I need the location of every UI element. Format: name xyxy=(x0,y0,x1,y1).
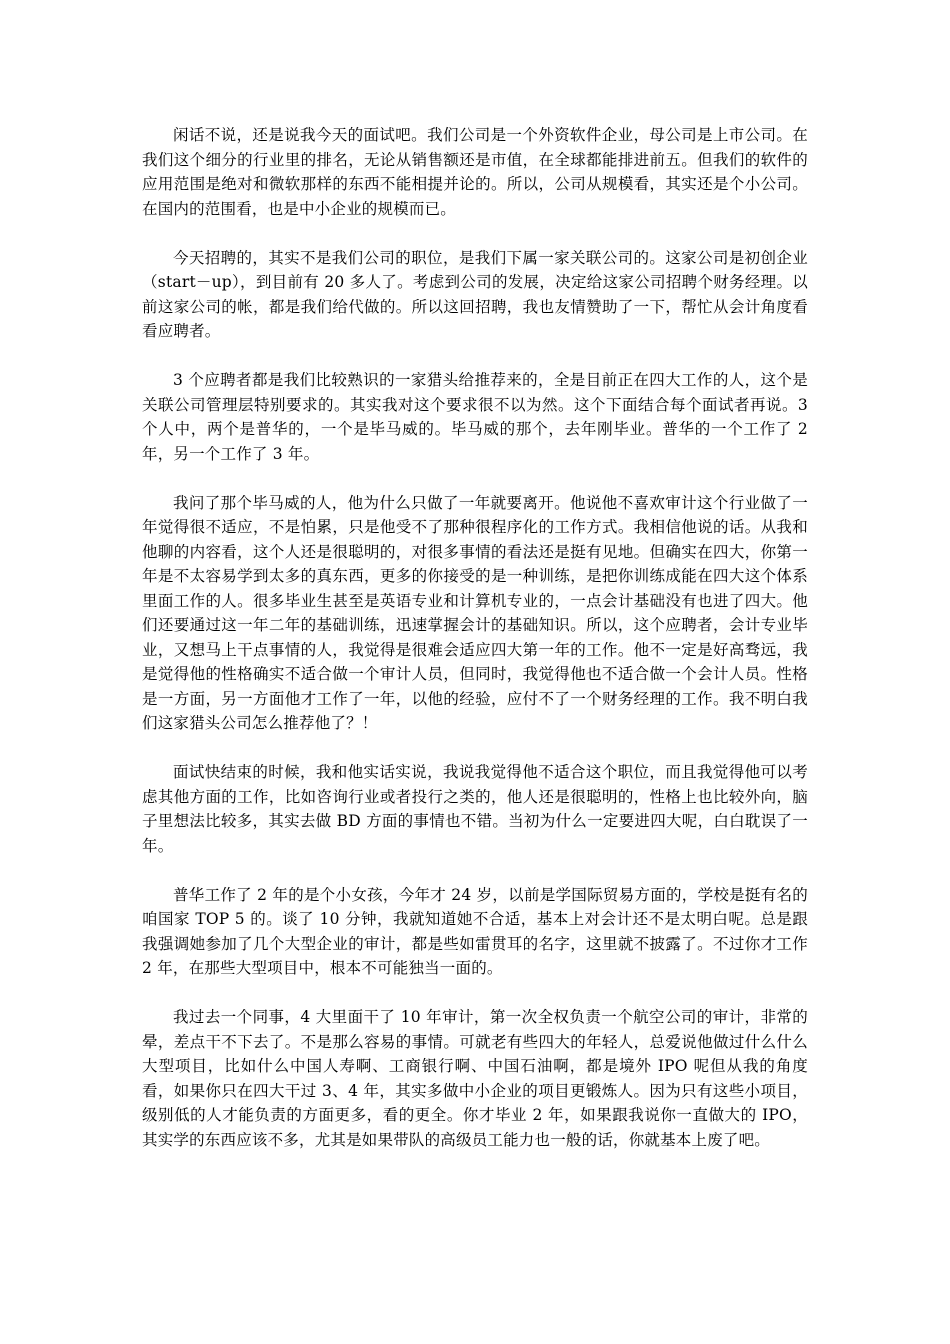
paragraph-kpmg-candidate: 我问了那个毕马威的人，他为什么只做了一年就要离开。他说他不喜欢审计这个行业做了一年觉得很不适应，不是怕累，只是他受不了那种很程序化的工作方式。我相信他说的话。从我和他聊的内容看，这个人还是很聪明的，对很多事情的看法还是挺有见地。但确实在四大，你第一年是不太容易学到太多的真东西，更多的你接受的是一种训练，是把你训练成能在四大这个体系里面工作的人。很多毕业生甚至是英语专业和计算机专业的，一点会计基础没有也进了四大。他们还要通过这一年二年的基础训练，迅速掌握会计的基础知识。所以，这个应聘者，会计专业毕业，又想马上干点事情的人，我觉得是很难会适应四大第一年的工作。他不一定是好高骛远，我是觉得他的性格确实不适合做一个审计人员，但同时，我觉得他也不适合做一个会计人员。性格是一方面，另一方面他才工作了一年，以他的经验，应付不了一个财务经理的工作。我不明白我们这家猎头公司怎么推荐他了？！ xyxy=(142,493,808,732)
paragraph-hiring-context: 今天招聘的，其实不是我们公司的职位，是我们下属一家关联公司的。这家公司是初创企业（start－up），到目前有 20 多人了。考虑到公司的发展，决定给这家公司招聘个财务经理。以前这家公司的帐，都是我们给代做的。所以这回招聘，我也友情赞助了一下，帮忙从会计角度看看应聘者。 xyxy=(142,248,808,340)
paragraph-former-colleague: 我过去一个同事，4 大里面干了 10 年审计，第一次全权负责一个航空公司的审计，非常的晕，差点干不下去了。不是那么容易的事情。可就老有些四大的年轻人，总爱说他做过什么什么大型项目，比如什么中国人寿啊、工商银行啊、中国石油啊，都是境外 IPO 呢但从我的角度看，如果你只在四大干过 3、4 年，其实多做中小企业的项目更锻炼人。因为只有这些小项目，级别低的人才能负责的方面更多，看的更全。你才毕业 2 年，如果跟我说你一直做大的 IPO，其实学的东西应该不多，尤其是如果带队的高级员工能力也一般的话，你就基本上废了吧。 xyxy=(142,1008,808,1149)
paragraph-interview-conclusion: 面试快结束的时候，我和他实话实说，我说我觉得他不适合这个职位，而且我觉得他可以考虑其他方面的工作，比如咨询行业或者投行之类的，他人还是很聪明的，性格上也比较外向，脑子里想法比较多，其实去做 BD 方面的事情也不错。当初为什么一定要进四大呢，白白耽误了一年。 xyxy=(142,763,808,855)
paragraph-pwc-candidate: 普华工作了 2 年的是个小女孩，今年才 24 岁，以前是学国际贸易方面的，学校是挺有名的咱国家 TOP 5 的。谈了 10 分钟，我就知道她不合适，基本上对会计还不是太明白呢。总是跟我强调她参加了几个大型企业的审计，都是些如雷贯耳的名字，这里就不披露了。不过你才工作 2 年，在那些大型项目中，根本不可能独当一面的。 xyxy=(142,885,808,977)
document-body xyxy=(142,123,808,1177)
paragraph-candidates-overview: 3 个应聘者都是我们比较熟识的一家猎头给推荐来的，全是目前正在四大工作的人，这个是关联公司管理层特别要求的。其实我对这个要求很不以为然。这个下面结合每个面试者再说。3 个人中，两个是普华的，一个是毕马威的。毕马威的那个，去年刚毕业。普华的一个工作了 2 年，另一个工作了 3 年。 xyxy=(142,371,808,463)
paragraph-interview-intro: 闲话不说，还是说我今天的面试吧。我们公司是一个外资软件企业，母公司是上市公司。在我们这个细分的行业里的排名，无论从销售额还是市值，在全球都能排进前五。但我们的软件的应用范围是绝对和微软那样的东西不能相提并论的。所以，公司从规模看，其实还是个小公司。在国内的范围看，也是中小企业的规模而已。 xyxy=(142,126,808,218)
